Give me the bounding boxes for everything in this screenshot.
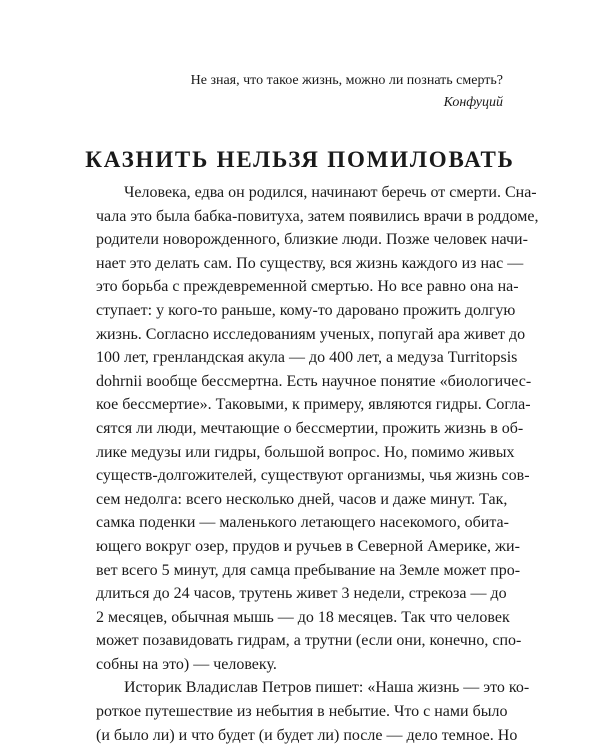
epigraph-author: Конфуций	[443, 95, 503, 110]
text-line: чала это была бабка-повитуха, затем появились врачи в роддоме,	[96, 207, 539, 225]
text-line: вет всего 5 минут, для самца пребывание на Земле может про-	[96, 561, 521, 579]
epigraph	[191, 70, 503, 114]
text-line: существ-долгожителей, существуют организмы, чья жизнь сов-	[96, 467, 530, 485]
text-line: (и было ли) и что будет (и будет ли) после — дело темное. Но	[96, 726, 518, 744]
text-line: нает это делать сам. По существу, вся жизнь каждого из нас —	[96, 254, 524, 272]
text-line: длиться до 24 часов, трутень живет 3 недели, стрекоза — до	[96, 585, 507, 603]
text-line: родители новорожденного, близкие люди. Позже человек начи-	[96, 231, 528, 249]
text-line: это борьба с преждевременной смертью. Но все равно она на-	[96, 278, 519, 296]
text-line: ющего вокруг озер, прудов и ручьев в Северной Америке, жи-	[96, 537, 520, 555]
body-text	[96, 181, 539, 747]
text-line: Историк Владислав Петров пишет: «Наша жизнь — это ко-	[124, 679, 530, 697]
text-line: 100 лет, гренландская акула — до 400 лет, а медуза Turritopsis	[96, 349, 518, 367]
text-line: самка поденки — маленького летающего насекомого, обита-	[96, 514, 509, 532]
text-line: кое бессмертие». Таковыми, к примеру, являются гидры. Согла-	[96, 396, 531, 414]
text-line: роткое путешествие из небытия в небытие. Что с нами было	[96, 703, 508, 721]
text-line: сятся ли люди, мечтающие о бессмертии, прожить жизнь в об-	[96, 419, 524, 437]
text-line: dohrnii вообще бессмертна. Есть научное понятие «биологичес-	[96, 372, 532, 390]
text-line: лике медузы или гидры, большой вопрос. Но, помимо живых	[96, 443, 515, 461]
text-line: жизнь. Согласно исследованиям ученых, попугай ара живет до	[96, 325, 526, 343]
text-line: сем недолга: всего несколько дней, часов и даже минут. Так,	[96, 490, 508, 508]
text-line: собны на это) — человеку.	[96, 655, 277, 673]
chapter-title: КАЗНИТЬ НЕЛЬЗЯ ПОМИЛОВАТЬ	[85, 147, 515, 172]
epigraph-quote: Не зная, что такое жизнь, можно ли познать смерть?	[190, 73, 503, 88]
text-line: Человека, едва он родился, начинают беречь от смерти. Сна-	[124, 184, 537, 201]
text-line: может позавидовать гидрам, а трутни (если они, конечно, спо-	[96, 632, 522, 650]
text-line: 2 месяцев, обычная мышь — до 18 месяцев. Так что человек	[96, 608, 510, 626]
text-line: ступает: у кого-то раньше, кому-то даровано прожить долгую	[96, 301, 516, 319]
